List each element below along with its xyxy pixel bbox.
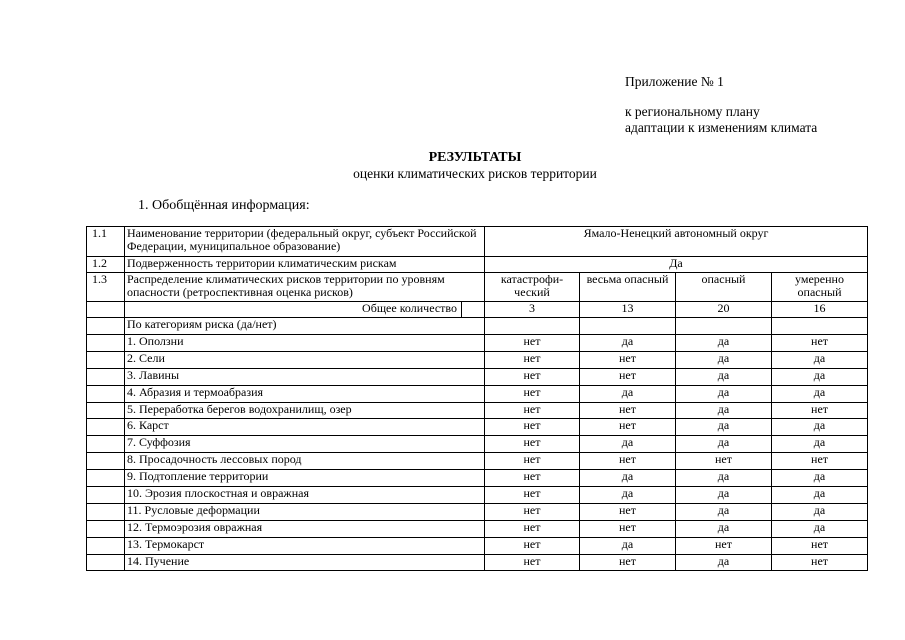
- total-label-cell: [125, 302, 485, 318]
- table-row: [87, 436, 868, 453]
- risk-name: 3. Лавины: [125, 368, 485, 385]
- row-number: 1.3: [87, 273, 125, 302]
- risk-value: да: [676, 402, 772, 419]
- risk-value: да: [772, 520, 868, 537]
- risk-value: нет: [580, 419, 676, 436]
- table-row: [87, 554, 868, 571]
- appendix-plan-line-2: адаптации к изменениям климата: [625, 120, 818, 135]
- table-row: [87, 273, 868, 302]
- risk-value: да: [676, 351, 772, 368]
- table-row: [87, 302, 868, 318]
- risk-value: да: [676, 554, 772, 571]
- risk-value: да: [676, 335, 772, 352]
- risk-value: да: [772, 368, 868, 385]
- appendix-plan-line: к региональному плану: [625, 104, 760, 119]
- empty-cell: [676, 318, 772, 335]
- empty-cell: [87, 385, 125, 402]
- table-row: [87, 318, 868, 335]
- empty-cell: [87, 487, 125, 504]
- table-row: [87, 487, 868, 504]
- table-row: [87, 368, 868, 385]
- risk-value: нет: [485, 385, 580, 402]
- empty-cell: [87, 419, 125, 436]
- risk-value: да: [676, 487, 772, 504]
- row-number: 1.2: [87, 257, 125, 273]
- total-value: 13: [580, 302, 676, 318]
- risk-value: нет: [580, 351, 676, 368]
- document-title: РЕЗУЛЬТАТЫ: [428, 150, 522, 165]
- risk-name: 1. Оползни: [125, 335, 485, 352]
- risk-value: нет: [485, 335, 580, 352]
- risk-value: нет: [676, 537, 772, 554]
- empty-cell: [87, 453, 125, 470]
- table-row: [87, 351, 868, 368]
- risk-value: нет: [485, 537, 580, 554]
- document-subtitle: оценки климатических рисков территории: [353, 166, 597, 181]
- level-header: умеренно опасный: [772, 273, 868, 302]
- table-row: [87, 419, 868, 436]
- table-row: [87, 520, 868, 537]
- table-row: [87, 537, 868, 554]
- level-header: опасный: [676, 273, 772, 302]
- risk-name: 5. Переработка берегов водохранилищ, озер: [125, 402, 485, 419]
- empty-cell: [87, 351, 125, 368]
- risk-name: 4. Абразия и термоабразия: [125, 385, 485, 402]
- empty-cell: [87, 318, 125, 335]
- risk-value: нет: [580, 503, 676, 520]
- risk-value: да: [676, 503, 772, 520]
- total-value: 20: [676, 302, 772, 318]
- risk-value: да: [676, 419, 772, 436]
- risk-value: нет: [485, 453, 580, 470]
- row-number: 1.1: [87, 227, 125, 257]
- risk-value: да: [580, 385, 676, 402]
- table-row: [87, 503, 868, 520]
- risk-value: да: [676, 470, 772, 487]
- risk-table: [86, 226, 868, 571]
- risk-name: 14. Пучение: [125, 554, 485, 571]
- risk-value: нет: [772, 537, 868, 554]
- risk-name: 12. Термоэрозия овражная: [125, 520, 485, 537]
- empty-cell: [87, 520, 125, 537]
- risk-name: 13. Термокарст: [125, 537, 485, 554]
- row-label: Подверженность территории климатическим рискам: [125, 257, 485, 273]
- risk-value: нет: [580, 368, 676, 385]
- empty-subcell: [461, 302, 485, 317]
- risk-value: нет: [485, 402, 580, 419]
- risk-value: нет: [485, 419, 580, 436]
- level-header: катастрофи-ческий: [485, 273, 580, 302]
- risk-value: нет: [485, 436, 580, 453]
- table-row: [87, 385, 868, 402]
- empty-cell: [87, 402, 125, 419]
- section-heading: 1. Обобщённая информация:: [138, 198, 310, 213]
- risk-name: 10. Эрозия плоскостная и овражная: [125, 487, 485, 504]
- risk-value: да: [676, 520, 772, 537]
- risk-value: нет: [580, 554, 676, 571]
- table-row: [87, 335, 868, 352]
- empty-cell: [87, 537, 125, 554]
- risk-value: нет: [772, 453, 868, 470]
- empty-cell: [87, 554, 125, 571]
- risk-value: нет: [772, 402, 868, 419]
- empty-cell: [772, 318, 868, 335]
- table-row: [87, 402, 868, 419]
- risk-value: да: [676, 368, 772, 385]
- risk-value: нет: [580, 520, 676, 537]
- row-label: Наименование территории (федеральный округ, субъект Российской Федерации, муниципальное образование): [125, 227, 485, 257]
- empty-cell: [87, 470, 125, 487]
- table-row: [87, 227, 868, 257]
- risk-value: нет: [485, 351, 580, 368]
- risk-value: нет: [676, 453, 772, 470]
- risk-value: да: [676, 385, 772, 402]
- categories-label: По категориям риска (да/нет): [125, 318, 485, 335]
- risk-value: да: [772, 470, 868, 487]
- risk-value: нет: [485, 487, 580, 504]
- table-row: [87, 257, 868, 273]
- empty-cell: [87, 335, 125, 352]
- risk-value: да: [676, 436, 772, 453]
- risk-value: да: [772, 436, 868, 453]
- exposure-value: Да: [485, 257, 868, 273]
- empty-cell: [87, 503, 125, 520]
- table-row: [87, 470, 868, 487]
- spacer: [625, 90, 817, 104]
- risk-name: 11. Русловые деформации: [125, 503, 485, 520]
- risk-value: да: [580, 537, 676, 554]
- territory-name: Ямало-Ненецкий автономный округ: [485, 227, 868, 257]
- risk-value: да: [772, 503, 868, 520]
- empty-cell: [87, 368, 125, 385]
- risk-value: да: [580, 487, 676, 504]
- risk-value: нет: [485, 554, 580, 571]
- row-label: Распределение климатических рисков территории по уровням опасности (ретроспективная оценка рисков): [125, 273, 485, 302]
- total-value: 16: [772, 302, 868, 318]
- risk-value: нет: [772, 554, 868, 571]
- risk-value: да: [580, 470, 676, 487]
- risk-value: да: [772, 351, 868, 368]
- total-value: 3: [485, 302, 580, 318]
- empty-cell: [87, 302, 125, 318]
- risk-value: нет: [580, 453, 676, 470]
- risk-name: 7. Суффозия: [125, 436, 485, 453]
- risk-value: нет: [485, 503, 580, 520]
- risk-name: 6. Карст: [125, 419, 485, 436]
- risk-value: да: [580, 436, 676, 453]
- risk-name: 2. Сели: [125, 351, 485, 368]
- risk-value: нет: [485, 368, 580, 385]
- level-header: весьма опасный: [580, 273, 676, 302]
- total-label: Общее количество: [362, 301, 457, 315]
- risk-name: 8. Просадочность лессовых пород: [125, 453, 485, 470]
- risk-value: да: [772, 487, 868, 504]
- appendix-block: [625, 74, 817, 136]
- table-row: [87, 453, 868, 470]
- empty-cell: [580, 318, 676, 335]
- risk-value: нет: [580, 402, 676, 419]
- empty-cell: [485, 318, 580, 335]
- risk-name: 9. Подтопление территории: [125, 470, 485, 487]
- risk-value: да: [772, 419, 868, 436]
- risk-value: нет: [485, 520, 580, 537]
- risk-value: нет: [772, 335, 868, 352]
- risk-value: да: [580, 335, 676, 352]
- appendix-number: Приложение № 1: [625, 74, 724, 89]
- empty-cell: [87, 436, 125, 453]
- risk-value: нет: [485, 470, 580, 487]
- risk-value: да: [772, 385, 868, 402]
